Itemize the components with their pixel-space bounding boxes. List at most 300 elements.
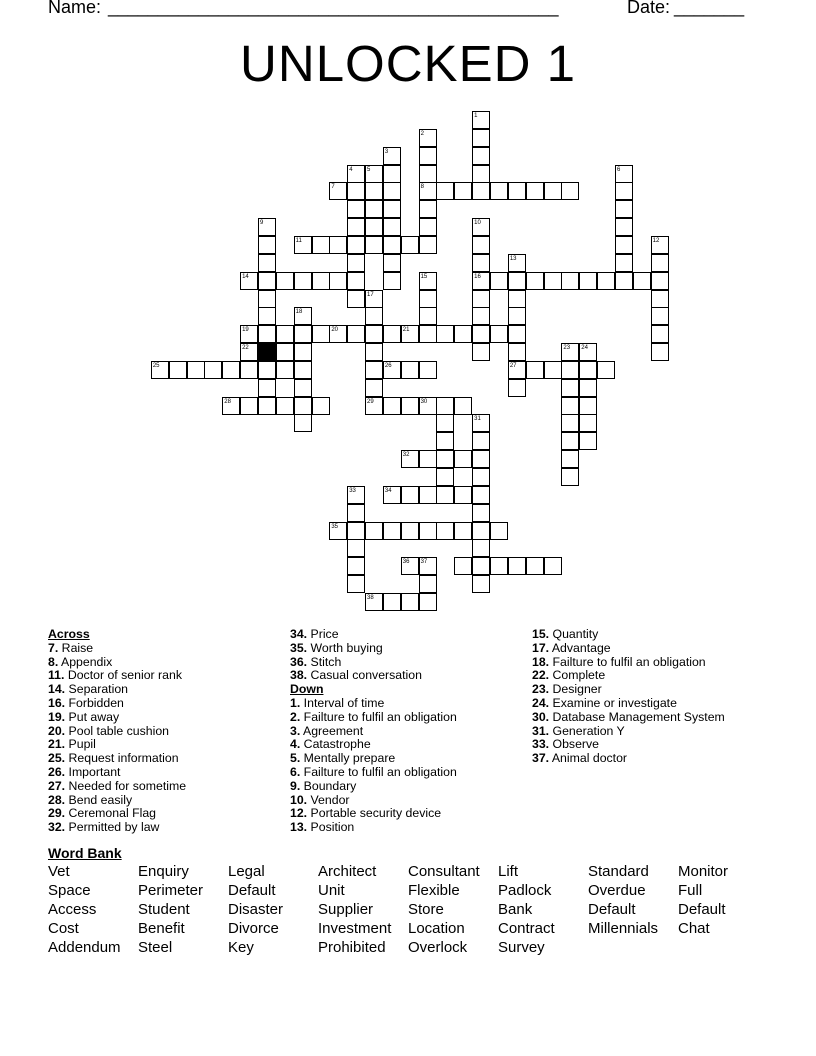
grid-cell[interactable] [365,325,383,343]
grid-cell[interactable] [419,218,437,236]
grid-cell[interactable] [401,522,419,540]
grid-cell[interactable] [258,397,276,415]
grid-cell[interactable] [383,593,401,611]
clue-text: Pupil [65,737,96,752]
grid-cell[interactable] [579,379,597,397]
grid-cell[interactable] [383,361,401,379]
clue-item [290,711,457,725]
grid-cell[interactable] [490,272,508,290]
clue-text: Forbidden [65,695,124,710]
grid-cell[interactable] [294,379,312,397]
grid-cell[interactable] [436,450,454,468]
clue-number: 37 [420,559,428,566]
grid-cell[interactable] [472,272,490,290]
grid-cell[interactable] [472,343,490,361]
grid-cell[interactable] [579,397,597,415]
grid-cell[interactable] [651,343,669,361]
grid-cell[interactable] [365,200,383,218]
grid-cell[interactable] [365,290,383,308]
grid-cell[interactable] [526,272,544,290]
grid-cell[interactable] [651,236,669,254]
clue-number-label: 21. [48,737,66,752]
clue-column-3 [532,628,725,766]
clue-number: 33 [349,487,356,494]
grid-cell[interactable] [347,290,365,308]
clue-number-label: 17. [532,640,550,655]
word-bank-word: Full [678,882,703,899]
grid-cell[interactable] [294,236,312,254]
grid-cell[interactable] [454,325,472,343]
grid-cell[interactable] [472,307,490,325]
grid-cell[interactable] [472,450,490,468]
grid-cell[interactable] [561,379,579,397]
clue-number: 26 [384,362,392,369]
clue-number-label: 10. [290,792,308,807]
clue-number-label: 25. [48,751,66,766]
grid-cell[interactable] [347,272,365,290]
grid-cell[interactable] [472,432,490,450]
grid-cell[interactable] [472,182,490,200]
grid-cell[interactable] [383,325,401,343]
clue-column-1 [48,628,186,835]
grid-cell[interactable] [401,557,419,575]
grid-cell[interactable] [544,272,562,290]
clue-number-label: 18. [532,654,550,669]
grid-cell[interactable] [258,218,276,236]
clue-number: 19 [242,327,249,334]
clue-item [532,683,725,697]
grid-cell[interactable] [276,325,294,343]
word-bank-word: Supplier [318,901,374,918]
clue-number: 22 [242,345,249,352]
grid-cell[interactable] [329,522,347,540]
grid-cell[interactable] [401,236,419,254]
grid-cell[interactable] [383,397,401,415]
grid-cell[interactable] [347,575,365,593]
grid-cell[interactable] [561,343,579,361]
grid-cell[interactable] [365,165,383,183]
clue-number-label: 36. [290,654,308,669]
grid-cell[interactable] [651,254,669,272]
grid-cell[interactable] [615,182,633,200]
grid-cell[interactable] [276,397,294,415]
grid-cell[interactable] [419,361,437,379]
grid-cell[interactable] [526,361,544,379]
grid-cell[interactable] [472,111,490,129]
grid-cell[interactable] [258,361,276,379]
word-bank-word: Architect [318,863,377,880]
clue-number-label: 1. [290,695,301,710]
grid-cell[interactable] [258,272,276,290]
grid-cell[interactable] [561,414,579,432]
grid-cell[interactable] [419,147,437,165]
grid-cell[interactable] [419,575,437,593]
grid-cell[interactable] [294,414,312,432]
clue-number-label: 19. [48,709,66,724]
grid-cell[interactable] [401,397,419,415]
grid-cell[interactable] [436,486,454,504]
grid-cell[interactable] [561,468,579,486]
grid-cell[interactable] [383,200,401,218]
clue-text: Needed for sometime [65,778,187,793]
grid-cell[interactable] [258,379,276,397]
grid-cell[interactable] [294,397,312,415]
clue-number: 3 [384,148,389,155]
grid-cell[interactable] [472,129,490,147]
grid-cell[interactable] [436,432,454,450]
clue-item [48,794,186,808]
grid-cell[interactable] [383,218,401,236]
grid-cell[interactable] [472,325,490,343]
grid-cell[interactable] [508,254,526,272]
word-bank-word: Chat [678,920,710,937]
clue-item [290,752,457,766]
grid-cell[interactable] [651,325,669,343]
clue-number: 38 [367,594,374,601]
grid-cell[interactable] [240,361,258,379]
clue-number-label: 27. [48,778,66,793]
grid-cell[interactable] [561,361,579,379]
grid-cell[interactable] [419,325,437,343]
grid-cell[interactable] [454,522,472,540]
grid-cell[interactable] [347,557,365,575]
grid-cell[interactable] [419,486,437,504]
grid-cell[interactable] [472,575,490,593]
grid-cell[interactable] [294,307,312,325]
grid-cell[interactable] [347,182,365,200]
grid-cell[interactable] [419,557,437,575]
clue-number: 12 [652,237,660,244]
grid-cell[interactable] [258,290,276,308]
clue-item [48,766,186,780]
grid-cell[interactable] [561,450,579,468]
grid-cell[interactable] [544,557,562,575]
clue-number-label: 6. [290,764,301,779]
clue-number: 9 [259,220,264,227]
grid-cell[interactable] [472,290,490,308]
clue-item [290,656,457,670]
grid-cell[interactable] [240,397,258,415]
grid-cell[interactable] [347,486,365,504]
grid-cell[interactable] [472,557,490,575]
grid-cell[interactable] [347,165,365,183]
clue-text: Animal doctor [549,751,628,766]
clue-item [48,656,186,670]
clue-number-label: 20. [48,723,66,738]
grid-cell[interactable] [615,200,633,218]
grid-cell[interactable] [383,236,401,254]
grid-cell[interactable] [472,147,490,165]
grid-cell[interactable] [579,272,597,290]
grid-cell[interactable] [276,343,294,361]
grid-cell[interactable] [204,361,222,379]
grid-cell[interactable] [651,290,669,308]
clue-number-label: 8. [48,654,59,669]
grid-cell[interactable] [419,522,437,540]
grid-cell[interactable] [436,468,454,486]
grid-cell[interactable] [276,272,294,290]
grid-cell[interactable] [615,272,633,290]
grid-cell[interactable] [419,236,437,254]
clue-number: 18 [295,309,303,316]
clue-text: Stitch [307,654,342,669]
grid-cell[interactable] [383,272,401,290]
grid-cell[interactable] [294,325,312,343]
grid-cell[interactable] [436,397,454,415]
grid-cell[interactable] [454,450,472,468]
grid-cell[interactable] [347,236,365,254]
grid-cell[interactable] [240,343,258,361]
grid-cell[interactable] [294,343,312,361]
grid-cell[interactable] [472,236,490,254]
clue-number: 14 [242,273,249,280]
grid-cell[interactable] [436,414,454,432]
clue-text: Vendor [307,792,350,807]
word-bank-word: Enquiry [138,863,189,880]
grid-cell[interactable] [526,557,544,575]
word-bank-word: Monitor [678,863,729,880]
grid-cell[interactable] [561,397,579,415]
grid-cell[interactable] [490,522,508,540]
clue-text: Generation Y [549,723,625,738]
grid-cell[interactable] [365,522,383,540]
clue-item [532,656,725,670]
word-bank-word: Standard [588,863,649,880]
clue-item [48,725,186,739]
word-bank-word: Legal [228,863,265,880]
grid-cell[interactable] [419,307,437,325]
grid-cell[interactable] [419,182,437,200]
grid-cell[interactable] [436,325,454,343]
grid-cell[interactable] [579,414,597,432]
grid-cell[interactable] [276,361,294,379]
word-bank-word: Cost [48,920,79,937]
grid-cell[interactable] [383,147,401,165]
grid-cell[interactable] [329,236,347,254]
clue-text: Boundary [300,778,357,793]
grid-cell[interactable] [312,236,330,254]
word-bank-word: Access [48,901,97,918]
clue-number: 4 [349,166,353,173]
grid-cell[interactable] [312,397,330,415]
grid-cell[interactable] [472,468,490,486]
grid-cell[interactable] [508,343,526,361]
word-bank-word: Millennials [588,920,659,937]
grid-cell[interactable] [472,218,490,236]
word-bank-word: Investment [318,920,392,937]
grid-cell[interactable] [329,182,347,200]
down-heading: Down [290,682,324,697]
grid-cell[interactable] [347,522,365,540]
grid-cell[interactable] [508,307,526,325]
grid-cell[interactable] [508,182,526,200]
grid-cell[interactable] [294,272,312,290]
grid-cell[interactable] [490,325,508,343]
grid-cell[interactable] [508,325,526,343]
clue-number-label: 3. [290,723,301,738]
grid-cell[interactable] [472,504,490,522]
word-bank-word: Disaster [228,901,284,918]
grid-cell[interactable] [454,182,472,200]
clue-item [48,711,186,725]
grid-cell[interactable] [419,200,437,218]
grid-cell[interactable] [365,593,383,611]
grid-cell[interactable] [544,361,562,379]
word-bank-word: Benefit [138,920,185,937]
grid-cell[interactable] [365,218,383,236]
grid-cell[interactable] [347,325,365,343]
grid-cell[interactable] [472,522,490,540]
grid-cell[interactable] [472,539,490,557]
grid-cell[interactable] [347,504,365,522]
grid-cell[interactable] [472,165,490,183]
grid-cell[interactable] [365,361,383,379]
grid-cell[interactable] [419,290,437,308]
clue-item [48,807,186,821]
grid-cell[interactable] [365,397,383,415]
clue-item [48,669,186,683]
grid-cell[interactable] [561,272,579,290]
clue-item [290,628,457,642]
grid-cell[interactable] [222,361,240,379]
clue-text: Examine or investigate [549,695,677,710]
grid-cell[interactable] [419,593,437,611]
grid-cell[interactable] [615,254,633,272]
grid-cell[interactable] [472,486,490,504]
clue-item [48,697,186,711]
grid-cell[interactable] [615,165,633,183]
grid-cell[interactable] [383,254,401,272]
grid-cell[interactable] [454,397,472,415]
clue-number-label: 33. [532,737,550,752]
grid-cell[interactable] [490,557,508,575]
grid-cell[interactable] [401,325,419,343]
grid-cell[interactable] [472,414,490,432]
grid-cell[interactable] [240,325,258,343]
grid-cell[interactable] [615,218,633,236]
grid-cell[interactable] [633,272,651,290]
clue-item [290,821,457,835]
grid-cell[interactable] [401,593,419,611]
grid-cell[interactable] [651,307,669,325]
grid-cell[interactable] [508,272,526,290]
grid-cell[interactable] [419,397,437,415]
grid-cell[interactable] [454,557,472,575]
grid-cell[interactable] [312,325,330,343]
grid-cell[interactable] [561,432,579,450]
clue-number: 8 [420,184,424,191]
grid-cell[interactable] [312,272,330,290]
word-bank-word: Space [48,882,91,899]
grid-cell[interactable] [329,272,347,290]
blocked-cell [258,343,276,361]
grid-cell[interactable] [508,361,526,379]
word-bank-word: Steel [138,939,173,956]
grid-cell[interactable] [365,182,383,200]
grid-cell[interactable] [401,450,419,468]
name-field[interactable]: _____________________________________________ [108,0,559,17]
clue-item [290,669,457,683]
grid-cell[interactable] [419,272,437,290]
grid-cell[interactable] [472,254,490,272]
grid-cell[interactable] [401,486,419,504]
grid-cell[interactable] [347,539,365,557]
clue-number-label: 23. [532,682,550,697]
grid-cell[interactable] [151,361,169,379]
grid-cell[interactable] [258,236,276,254]
grid-cell[interactable] [383,165,401,183]
grid-cell[interactable] [651,272,669,290]
grid-cell[interactable] [436,522,454,540]
grid-cell[interactable] [490,182,508,200]
grid-cell[interactable] [508,290,526,308]
grid-cell[interactable] [383,522,401,540]
word-bank-word: Survey [498,939,545,956]
grid-cell[interactable] [508,379,526,397]
clue-number: 36 [402,559,410,566]
grid-cell[interactable] [436,182,454,200]
word-bank-word: Overlock [408,939,468,956]
clue-number: 2 [420,130,424,137]
grid-cell[interactable] [187,361,205,379]
clue-item [48,821,186,835]
grid-cell[interactable] [258,307,276,325]
grid-cell[interactable] [365,307,383,325]
grid-cell[interactable] [169,361,187,379]
grid-cell[interactable] [240,272,258,290]
clue-text: Request information [65,751,179,766]
grid-cell[interactable] [579,343,597,361]
grid-cell[interactable] [294,361,312,379]
grid-cell[interactable] [419,450,437,468]
grid-cell[interactable] [329,325,347,343]
grid-cell[interactable] [579,432,597,450]
grid-cell[interactable] [365,343,383,361]
grid-cell[interactable] [347,254,365,272]
grid-cell[interactable] [365,236,383,254]
grid-cell[interactable] [454,486,472,504]
grid-cell[interactable] [526,182,544,200]
grid-cell[interactable] [544,182,562,200]
clue-column-2 [290,628,457,835]
grid-cell[interactable] [597,272,615,290]
date-field[interactable]: _______ [674,0,745,17]
clue-number-label: 24. [532,695,550,710]
grid-cell[interactable] [383,182,401,200]
clue-number-label: 26. [48,764,66,779]
clue-number-label: 22. [532,668,550,683]
grid-cell[interactable] [597,361,615,379]
grid-cell[interactable] [508,557,526,575]
grid-cell[interactable] [222,397,240,415]
grid-cell[interactable] [258,254,276,272]
grid-cell[interactable] [347,200,365,218]
clue-text: Agreement [300,723,364,738]
grid-cell[interactable] [615,236,633,254]
clue-text: Observe [549,737,599,752]
grid-cell[interactable] [419,165,437,183]
grid-cell[interactable] [419,129,437,147]
clue-number: 29 [367,398,374,405]
word-bank-word: Vet [48,863,70,880]
grid-cell[interactable] [401,361,419,379]
grid-cell[interactable] [579,361,597,379]
grid-cell[interactable] [258,325,276,343]
grid-cell[interactable] [365,379,383,397]
grid-cell[interactable] [347,218,365,236]
grid-cell[interactable] [383,486,401,504]
grid-cell[interactable] [561,182,579,200]
